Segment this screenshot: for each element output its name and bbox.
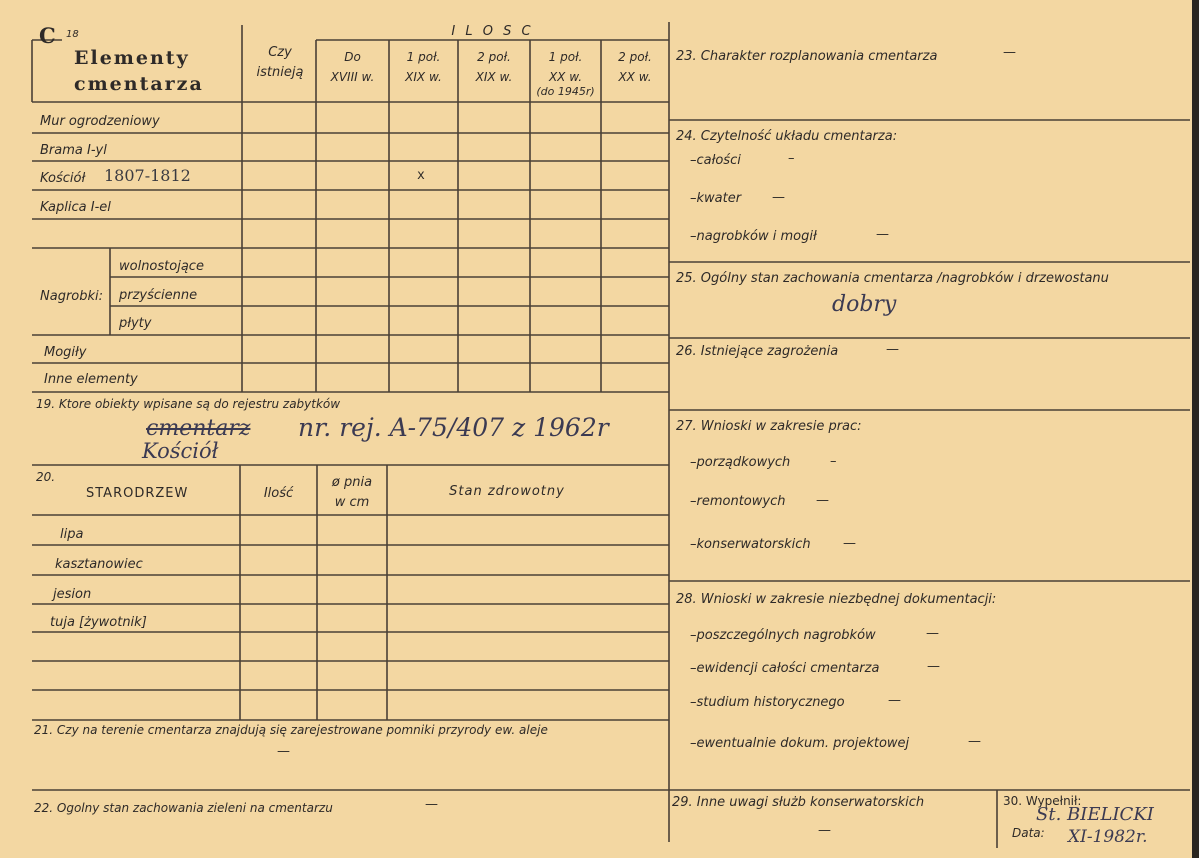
col-2pol-xx-2: XX w. bbox=[618, 70, 652, 84]
section-title-line2: cmentarza bbox=[74, 73, 204, 95]
kosciol-mark: x bbox=[417, 168, 425, 183]
q21-label: 21. Czy na terenie cmentarza znajdują się zarejestrowane pomniki przyrody ew. aleje bbox=[34, 723, 548, 737]
q28-nagrobkow-dash: — bbox=[926, 626, 939, 641]
q27-remontowych: –remontowych bbox=[690, 494, 786, 509]
q30-name: St. BIELICKI bbox=[1036, 804, 1154, 825]
row-nagrobki: Nagrobki: bbox=[40, 289, 104, 304]
card-letter: C bbox=[39, 23, 56, 48]
q24-calosci: –całości bbox=[690, 153, 741, 168]
q30-date-label: Data: bbox=[1012, 826, 1045, 840]
q27-title: 27. Wnioski w zakresie prac: bbox=[676, 419, 862, 434]
q19-kosciol: Kościół bbox=[142, 439, 219, 463]
row-mur: Mur ogrodzeniowy bbox=[40, 114, 160, 129]
card-number: 18 bbox=[66, 29, 79, 40]
ilosc-col: Ilość bbox=[263, 486, 294, 501]
q30-label: 30. Wypełnił: bbox=[1003, 794, 1082, 808]
col-1pol-xx-3: (do 1945r) bbox=[536, 85, 595, 98]
q21-dash: — bbox=[277, 744, 290, 759]
row-kaplica: Kaplica I-el bbox=[40, 200, 111, 215]
section-title-line1: Elementy bbox=[74, 47, 190, 69]
col-2pol-xix-1: 2 poł. bbox=[477, 50, 511, 64]
q19-label: 19. Ktore obiekty wpisane są do rejestru zabytków bbox=[36, 397, 341, 411]
q28-title: 28. Wnioski w zakresie niezbędnej dokumentacji: bbox=[676, 592, 997, 607]
q19-register: nr. rej. A-75/407 z 1962r bbox=[298, 413, 609, 442]
q24-kwater: –kwater bbox=[690, 191, 742, 206]
q27-porzadkowych: –porządkowych bbox=[690, 455, 791, 470]
col-2pol-xix-2: XIX w. bbox=[475, 70, 513, 84]
tree-tuja: tuja [żywotnik] bbox=[50, 615, 147, 630]
tree-jesion: jesion bbox=[53, 587, 92, 602]
col-do-xviii-1: Do bbox=[344, 50, 361, 64]
q26-label: 26. Istniejące zagrożenia bbox=[676, 344, 839, 359]
q22-dash: — bbox=[425, 797, 438, 812]
q25-label: 25. Ogólny stan zachowania cmentarza /nagrobków i drzewostanu bbox=[676, 271, 1109, 286]
q28-nagrobkow: –poszczególnych nagrobków bbox=[690, 628, 876, 643]
q27-konserwatorskich: –konserwatorskich bbox=[690, 537, 811, 552]
kosciol-years: 1807-1812 bbox=[104, 166, 191, 185]
row-mogily: Mogiły bbox=[44, 345, 87, 360]
q28-studium-dash: — bbox=[888, 693, 901, 708]
q29-dash: — bbox=[818, 823, 831, 838]
row-brama: Brama I-yl bbox=[40, 143, 107, 158]
q24-kwater-dash: — bbox=[772, 190, 785, 205]
q23-dash: — bbox=[1003, 45, 1016, 60]
q24-nagrobkow-dash: — bbox=[876, 227, 889, 242]
q23-label: 23. Charakter rozplanowania cmentarza bbox=[676, 49, 938, 64]
q28-studium: –studium historycznego bbox=[690, 695, 845, 710]
row-wolnostojace: wolnostojące bbox=[119, 259, 204, 274]
pnia-col-1: ø pnia bbox=[331, 475, 373, 490]
q28-ewidencji-dash: — bbox=[927, 659, 940, 674]
q25-answer: dobry bbox=[832, 292, 897, 317]
q27-remontowych-dash: — bbox=[816, 493, 829, 508]
row-plyty: płyty bbox=[119, 316, 152, 331]
stan-zdrowotny-col: Stan zdrowotny bbox=[449, 484, 565, 499]
starodrzew-header: STARODRZEW bbox=[86, 486, 189, 501]
q24-calosci-dash: – bbox=[788, 151, 795, 166]
row-przyscienne: przyścienne bbox=[119, 288, 198, 303]
row-inne: Inne elementy bbox=[44, 372, 138, 387]
q28-ewidencji: –ewidencji całości cmentarza bbox=[690, 661, 880, 676]
col-do-xviii-2: XVIII w. bbox=[330, 70, 375, 84]
q29-label: 29. Inne uwagi służb konserwatorskich bbox=[672, 795, 925, 810]
col-1pol-xx-2: XX w. bbox=[548, 70, 583, 84]
col-czy-line1: Czy bbox=[268, 45, 292, 60]
pnia-col-2: w cm bbox=[334, 495, 370, 510]
col-1pol-xx-1: 1 poł. bbox=[548, 50, 583, 64]
q22-label: 22. Ogolny stan zachowania zieleni na cmentarzu bbox=[34, 801, 333, 815]
col-czy-line2: istnieją bbox=[256, 65, 304, 80]
q27-konserwatorskich-dash: — bbox=[843, 536, 856, 551]
q30-date: XI-1982r. bbox=[1068, 827, 1148, 847]
q19-struck-text: cmentarz bbox=[146, 416, 251, 441]
col-2pol-xx-1: 2 poł. bbox=[618, 50, 652, 64]
q24-nagrobkow: –nagrobków i mogił bbox=[690, 229, 817, 244]
q28-projektowej: –ewentualnie dokum. projektowej bbox=[690, 736, 910, 751]
tree-kasztanowiec: kasztanowiec bbox=[55, 557, 143, 572]
row-kosciol: Kościół bbox=[40, 171, 86, 186]
col-1pol-xix-1: 1 poł. bbox=[406, 50, 441, 64]
q28-projektowej-dash: — bbox=[968, 734, 981, 749]
q27-porzadkowych-dash: – bbox=[830, 454, 837, 469]
ilosc-header: I L O S C bbox=[451, 24, 534, 39]
q20-number: 20. bbox=[36, 470, 56, 484]
col-1pol-xix-2: XIX w. bbox=[405, 70, 442, 84]
q24-title: 24. Czytelność układu cmentarza: bbox=[676, 129, 898, 144]
tree-lipa: lipa bbox=[60, 527, 84, 542]
q26-dash: — bbox=[886, 342, 899, 357]
